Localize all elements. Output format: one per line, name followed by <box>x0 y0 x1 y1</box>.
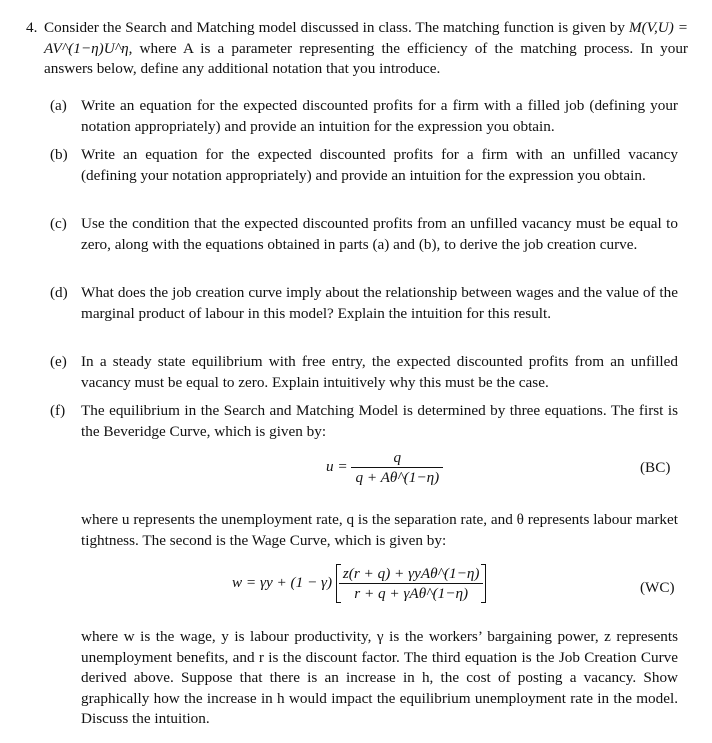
part-text: In a steady state equilibrium with free entry, the expected discounted profits from an unfilled vacancy must be equal to zero. Explain intuitively why this must be the case. <box>81 353 678 391</box>
bc-explanation <box>50 510 678 551</box>
wc-equation <box>0 562 712 606</box>
part-d <box>50 283 678 324</box>
wc-tag: (WC) <box>640 579 675 596</box>
intro-text-1: Consider the Search and Matching model discussed in class. The matching function is given by <box>44 19 629 36</box>
part-text: Write an equation for the expected discounted profits for a firm with a filled job (defining your notation appropriately) and provide an intuition for the expression you obtain. <box>81 97 678 135</box>
bc-text: where u represents the unemployment rate, q is the separation rate, and θ represents labour market tightness. The second is the Wage Curve, which is given by: <box>81 511 678 549</box>
part-text: What does the job creation curve imply about the relationship between wages and the value of the marginal product of labour in this model? Explain the intuition for this result. <box>81 284 678 322</box>
part-text: The equilibrium in the Search and Matching Model is determined by three equations. The first is the Beveridge Curve, which is given by: <box>81 402 678 440</box>
part-f <box>50 401 678 442</box>
wc-bracket <box>336 564 487 603</box>
wc-text: where w is the wage, y is labour productivity, γ is the workers’ bargaining power, z represents unemployment benefits, and r is the discount factor. The third equation is the Job Creation Curve derived above. Suppose that there is an increase in h, the cost of posting a vacancy. Show graphically how the increase in h would impact the equilibrium unemployment rate in the model. Discuss the intuition. <box>81 628 678 728</box>
part-text: Write an equation for the expected discounted profits for a firm with an unfilled vacancy (defining your notation appropriately) and provide an intuition for the expression you obtain. <box>81 146 678 184</box>
bc-numerator: q <box>351 448 443 468</box>
part-e <box>50 352 678 393</box>
part-c <box>50 214 678 255</box>
matching-function: M(V,U) = AV^(1−η)U^η <box>44 19 688 57</box>
bc-tag: (BC) <box>640 459 671 476</box>
wc-numerator: z(r + q) + γyAθ^(1−η) <box>339 564 484 584</box>
part-label: (d) <box>50 284 68 301</box>
part-label: (e) <box>50 353 67 370</box>
bc-lhs: u = <box>326 458 348 476</box>
bc-fraction <box>351 448 443 487</box>
part-label: (a) <box>50 97 67 114</box>
part-a <box>50 96 678 137</box>
wc-denominator: r + q + γAθ^(1−η) <box>354 585 469 602</box>
question-number: 4. <box>26 19 38 36</box>
bc-equation <box>0 446 712 490</box>
part-b <box>50 145 678 186</box>
part-text: Use the condition that the expected discounted profits from an unfilled vacancy must be equal to zero, along with the equations obtained in parts (a) and (b), to derive the job creation curve. <box>81 215 678 253</box>
part-label: (b) <box>50 146 68 163</box>
question-intro <box>26 18 688 80</box>
part-label: (f) <box>50 402 66 419</box>
bc-denominator: q + Aθ^(1−η) <box>355 469 440 486</box>
part-label: (c) <box>50 215 67 232</box>
intro-text-2: , where A is a parameter representing the efficiency of the matching process. In your answers below, define any additional notation that you introduce. <box>44 39 688 78</box>
wc-explanation <box>50 627 678 730</box>
wc-lhs: w = γy + (1 − γ) <box>232 574 333 592</box>
